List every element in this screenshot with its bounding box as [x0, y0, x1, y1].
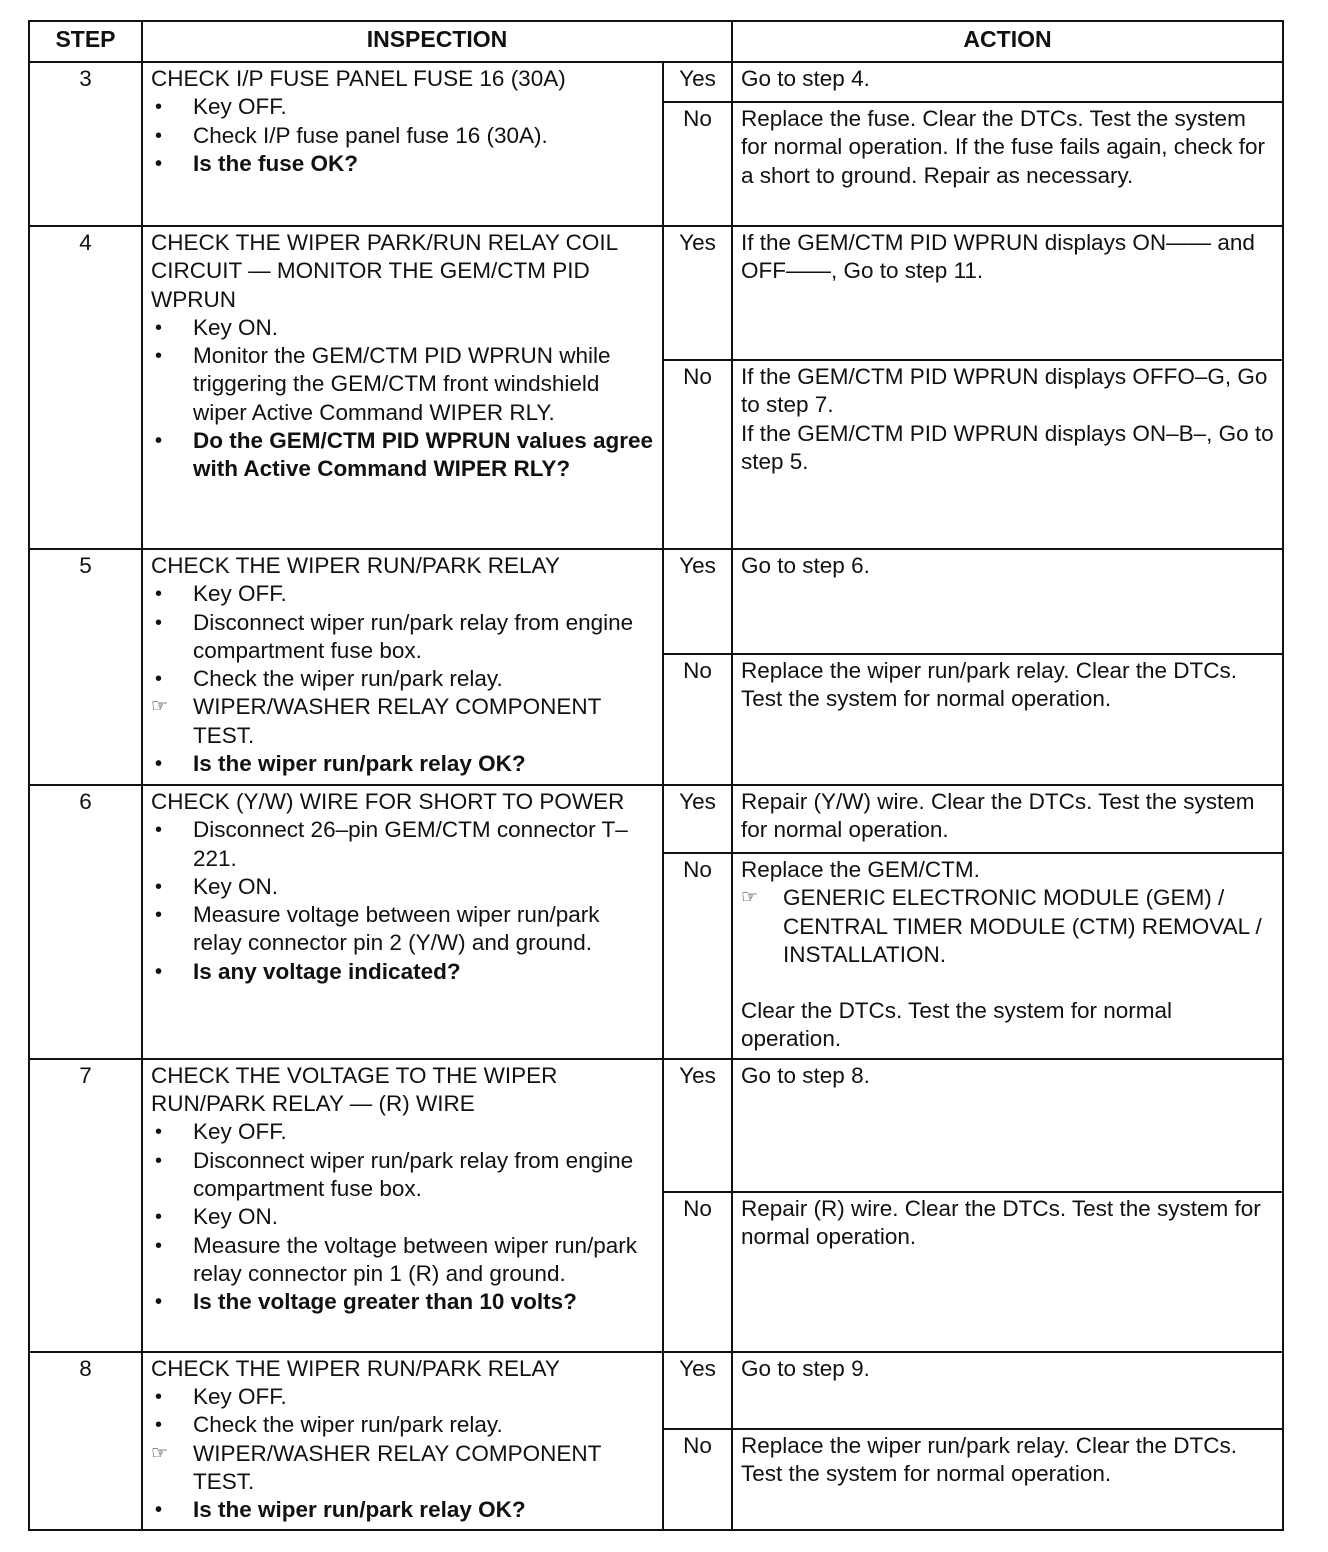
yes-label: Yes [663, 1059, 732, 1192]
inspection-question: • Is the voltage greater than 10 volts? [151, 1288, 654, 1316]
step-number: 5 [29, 549, 142, 785]
header-inspection: INSPECTION [142, 21, 732, 62]
inspection-cell [142, 785, 663, 1059]
inspection-title: CHECK (Y/W) WIRE FOR SHORT TO POWER [151, 789, 625, 814]
inspection-item: • Check the wiper run/park relay. [151, 665, 654, 693]
inspection-question: • Do the GEM/CTM PID WPRUN values agree with Active Command WIPER RLY? [151, 427, 654, 484]
no-label: No [663, 1429, 732, 1529]
yes-action: Go to step 8. [732, 1059, 1283, 1192]
inspection-item: • Key OFF. [151, 1383, 654, 1411]
no-action: Replace the wiper run/park relay. Clear the DTCs. Test the system for normal operation. [732, 1429, 1283, 1529]
inspection-item: • Measure the voltage between wiper run/park relay connector pin 1 (R) and ground. [151, 1232, 654, 1289]
no-action: Replace the wiper run/park relay. Clear the DTCs. Test the system for normal operation. [732, 654, 1283, 785]
diagnostic-table [28, 20, 1284, 1531]
step-number: 7 [29, 1059, 142, 1352]
no-action-cell [732, 360, 1283, 549]
step-number: 8 [29, 1352, 142, 1530]
no-label: No [663, 853, 732, 1059]
no-label: No [663, 360, 732, 549]
yes-label: Yes [663, 1352, 732, 1429]
inspection-item: • Check the wiper run/park relay. [151, 1411, 654, 1439]
no-action-line: Replace the GEM/CTM. [741, 857, 980, 882]
yes-action: Go to step 9. [732, 1352, 1283, 1429]
reference-item: ☞ WIPER/WASHER RELAY COMPONENT TEST. [151, 693, 654, 750]
yes-action: Go to step 6. [732, 549, 1283, 654]
inspection-item: • Disconnect wiper run/park relay from engine compartment fuse box. [151, 609, 654, 666]
yes-label: Yes [663, 62, 732, 102]
table-row [29, 785, 1283, 853]
yes-action: Repair (Y/W) wire. Clear the DTCs. Test the system for normal operation. [732, 785, 1283, 853]
table-row [29, 62, 1283, 102]
pointing-hand-icon: ☞ [741, 887, 759, 909]
no-label: No [663, 102, 732, 226]
inspection-item: • Key ON. [151, 314, 654, 342]
inspection-question: • Is the fuse OK? [151, 150, 654, 178]
inspection-item: • Key OFF. [151, 1118, 654, 1146]
inspection-item: • Key ON. [151, 873, 654, 901]
no-action: Replace the fuse. Clear the DTCs. Test the system for normal operation. If the fuse fails again, check for a short to ground. Repair as necessary. [732, 102, 1283, 226]
inspection-question: • Is any voltage indicated? [151, 958, 654, 986]
inspection-item: • Disconnect 26–pin GEM/CTM connector T–221. [151, 816, 654, 873]
inspection-title: CHECK THE WIPER PARK/RUN RELAY COIL CIRCUIT — MONITOR THE GEM/CTM PID WPRUN [151, 230, 618, 312]
table-row [29, 226, 1283, 360]
step-number: 6 [29, 785, 142, 1059]
inspection-question: • Is the wiper run/park relay OK? [151, 1496, 654, 1524]
inspection-item: • Key ON. [151, 1203, 654, 1231]
no-action-cell [732, 853, 1283, 1059]
inspection-item: • Check I/P fuse panel fuse 16 (30A). [151, 122, 654, 150]
no-label: No [663, 654, 732, 785]
no-label: No [663, 1192, 732, 1352]
inspection-title: CHECK I/P FUSE PANEL FUSE 16 (30A) [151, 66, 566, 91]
table-row [29, 549, 1283, 654]
inspection-item: • Key OFF. [151, 93, 654, 121]
diagnostic-table-page [28, 20, 1282, 1531]
reference-text: GENERIC ELECTRONIC MODULE (GEM) / CENTRAL TIMER MODULE (CTM) REMOVAL / INSTALLATION. [783, 885, 1262, 967]
no-action-line: If the GEM/CTM PID WPRUN displays OFFO–G, Go to step 7. [741, 364, 1268, 418]
inspection-title: CHECK THE VOLTAGE TO THE WIPER RUN/PARK RELAY — (R) WIRE [151, 1062, 558, 1117]
table-header-row [29, 21, 1283, 62]
inspection-cell [142, 62, 663, 226]
inspection-cell [142, 1059, 663, 1352]
step-number: 4 [29, 226, 142, 549]
step-number: 3 [29, 62, 142, 226]
reference-item: ☞ WIPER/WASHER RELAY COMPONENT TEST. [151, 1440, 654, 1497]
table-row [29, 1352, 1283, 1429]
inspection-list [151, 1383, 654, 1524]
inspection-question: • Is the wiper run/park relay OK? [151, 750, 654, 778]
inspection-cell [142, 1352, 663, 1530]
inspection-item: • Monitor the GEM/CTM PID WPRUN while triggering the GEM/CTM front windshield wiper Active Command WIPER RLY. [151, 342, 654, 427]
inspection-item: • Measure voltage between wiper run/park relay connector pin 2 (Y/W) and ground. [151, 901, 654, 958]
inspection-list [151, 816, 654, 986]
inspection-item: • Key OFF. [151, 580, 654, 608]
no-action-line: If the GEM/CTM PID WPRUN displays ON–B–, Go to step 5. [741, 420, 1274, 474]
inspection-list [151, 93, 654, 178]
inspection-list [151, 1118, 654, 1316]
yes-label: Yes [663, 549, 732, 654]
yes-label: Yes [663, 785, 732, 853]
no-action-reference [741, 884, 1274, 969]
yes-action: If the GEM/CTM PID WPRUN displays ON—— and OFF——, Go to step 11. [732, 226, 1283, 360]
inspection-cell [142, 549, 663, 785]
yes-action: Go to step 4. [732, 62, 1283, 102]
no-action-line: Clear the DTCs. Test the system for normal operation. [741, 998, 1172, 1052]
inspection-list [151, 314, 654, 484]
table-row [29, 1059, 1283, 1192]
inspection-title: CHECK THE WIPER RUN/PARK RELAY [151, 1355, 560, 1381]
inspection-cell [142, 226, 663, 549]
header-step: STEP [29, 21, 142, 62]
header-action: ACTION [732, 21, 1283, 62]
yes-label: Yes [663, 226, 732, 360]
inspection-list [151, 580, 654, 778]
inspection-title: CHECK THE WIPER RUN/PARK RELAY [151, 553, 560, 578]
no-action: Repair (R) wire. Clear the DTCs. Test the system for normal operation. [732, 1192, 1283, 1352]
inspection-item: • Disconnect wiper run/park relay from engine compartment fuse box. [151, 1147, 654, 1204]
